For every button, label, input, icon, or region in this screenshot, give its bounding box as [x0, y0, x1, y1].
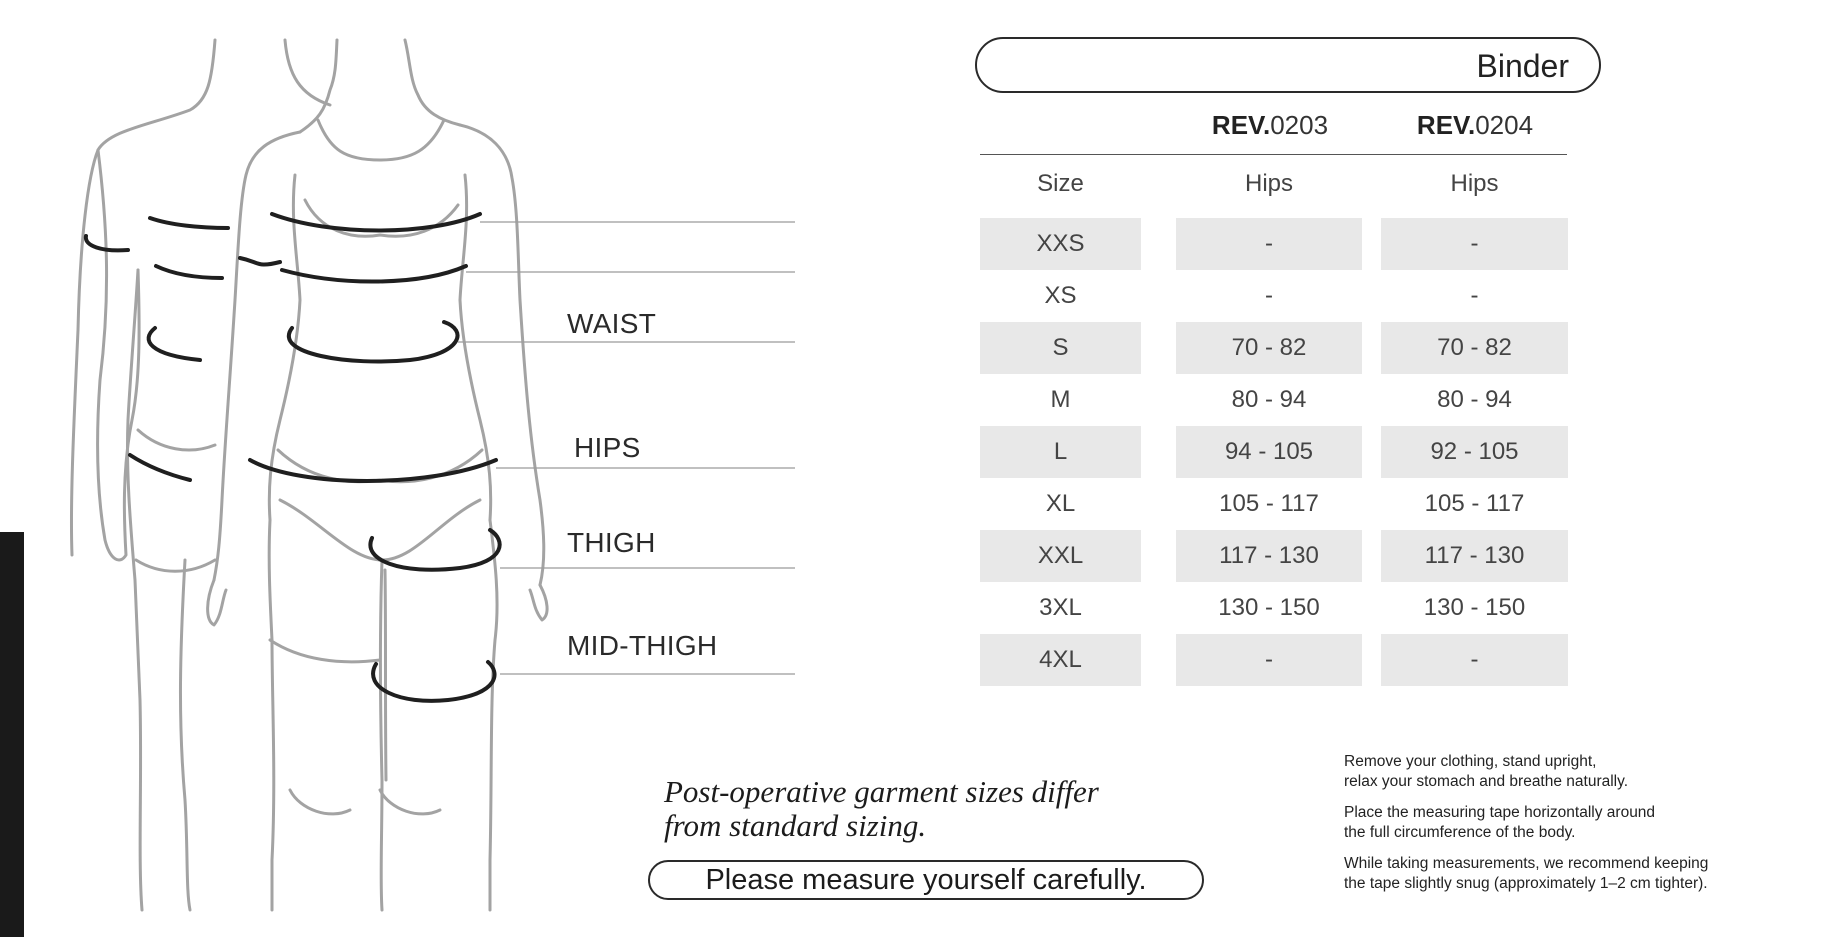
sizing-notice-line-1: Post-operative garment sizes differ: [664, 774, 1099, 809]
size-cell: 3XL: [1039, 594, 1082, 621]
hips-0204-cell: 105 - 117: [1424, 490, 1525, 517]
hips-label: HIPS: [574, 432, 641, 463]
size-cell: 4XL: [980, 634, 1141, 686]
hips-0204-cell: -: [1381, 634, 1568, 686]
hips-0204-cell: -: [1470, 282, 1479, 309]
table-row: [0, 634, 1829, 686]
table-row: [0, 270, 1829, 322]
hips-0204-cell: -: [1381, 218, 1568, 270]
hips-0203-cell: 94 - 105: [1176, 426, 1362, 478]
hips-0204-cell: 80 - 94: [1437, 386, 1512, 413]
header-divider: [980, 154, 1567, 155]
size-cell: XXS: [980, 218, 1141, 270]
table-title: Binder: [1476, 48, 1569, 84]
table-row: [0, 426, 1829, 478]
table-row: [0, 530, 1829, 582]
thigh-label: THIGH: [567, 527, 656, 558]
instruction-paragraph: Place the measuring tape horizontally around the full circumference of the body.: [1344, 804, 1656, 841]
hips-0204-cell: 117 - 130: [1381, 530, 1568, 582]
column-label-size: Size: [1037, 170, 1084, 197]
revision-code: 0203: [1270, 110, 1329, 140]
waist-label: WAIST: [567, 308, 657, 339]
revision-code: 0204: [1475, 110, 1534, 140]
mid-thigh-label: MID-THIGH: [567, 630, 718, 661]
sizing-notice-line-2: from standard sizing.: [664, 808, 927, 843]
hips-0203-cell: 130 - 150: [1218, 594, 1320, 621]
size-cell: XXL: [980, 530, 1141, 582]
hips-0204-cell: 130 - 150: [1423, 594, 1526, 621]
table-row: [0, 322, 1829, 374]
column-label-hips-0204: Hips: [1450, 170, 1499, 197]
revision-prefix: REV.: [1416, 110, 1476, 140]
sizing-notice: [664, 775, 1184, 843]
measure-carefully-pill: Please measure yourself carefully.: [648, 860, 1204, 900]
hips-0203-cell: 80 - 94: [1231, 386, 1307, 413]
revision-prefix: REV.: [1211, 110, 1271, 140]
hips-0204-cell: 92 - 105: [1381, 426, 1568, 478]
hips-0204-cell: 70 - 82: [1381, 322, 1568, 374]
table-title-pill: [975, 37, 1601, 93]
instruction-paragraph: Remove your clothing, stand upright, relax your stomach and breathe naturally.: [1344, 753, 1629, 790]
hips-0203-cell: -: [1176, 634, 1362, 686]
hips-0203-cell: -: [1176, 218, 1362, 270]
table-row: [0, 374, 1829, 426]
table-row: [0, 218, 1829, 270]
revision-header-0204: [1375, 110, 1575, 141]
hips-0203-cell: 105 - 117: [1219, 490, 1319, 517]
hips-0203-cell: 70 - 82: [1176, 322, 1362, 374]
size-cell: L: [980, 426, 1141, 478]
hips-0203-cell: 117 - 130: [1176, 530, 1362, 582]
hips-0203-cell: -: [1265, 282, 1273, 309]
measuring-instructions: [1344, 752, 1814, 905]
table-row: [0, 582, 1829, 634]
size-cell: XS: [1044, 282, 1077, 309]
revision-header-0203: [1170, 110, 1370, 141]
column-label-hips-0203: Hips: [1244, 170, 1293, 197]
size-cell: M: [1050, 386, 1071, 413]
size-cell: XL: [1045, 490, 1076, 517]
instruction-paragraph: While taking measurements, we recommend keeping the tape slightly snug (approximately 1–2 cm tighter).: [1344, 855, 1709, 892]
table-row: [0, 478, 1829, 530]
size-cell: S: [980, 322, 1141, 374]
